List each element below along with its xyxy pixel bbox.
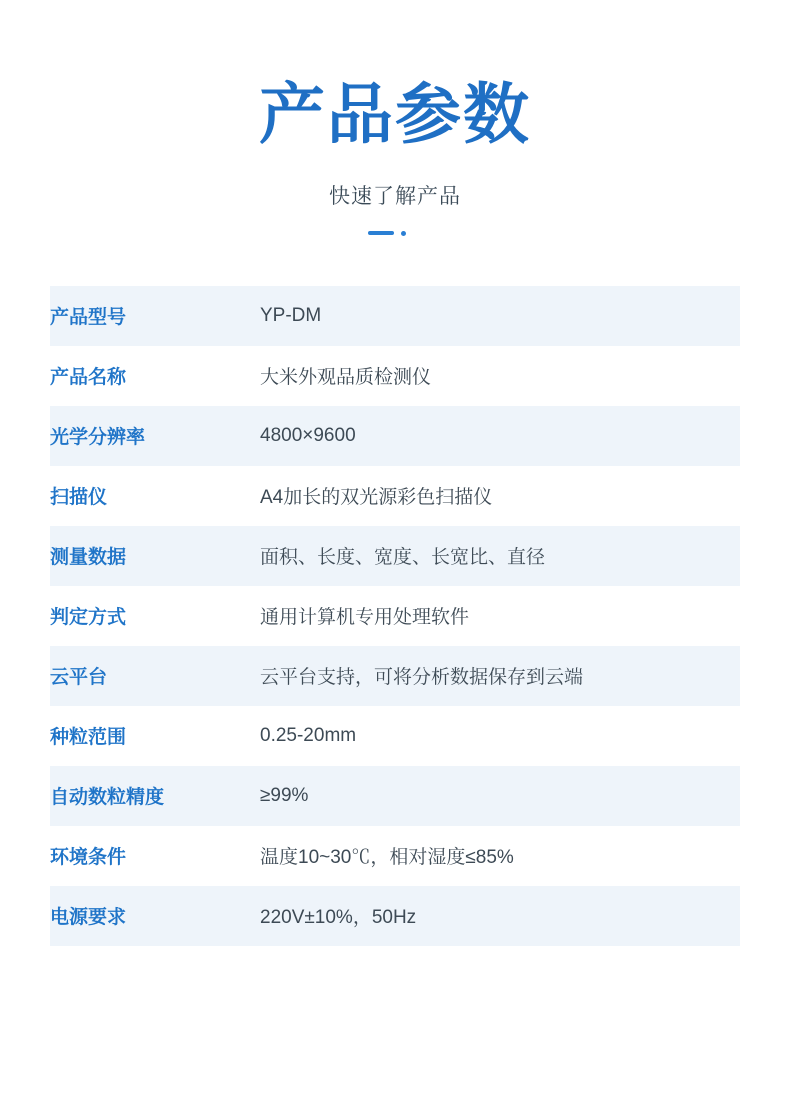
specification-table-body	[50, 286, 740, 946]
table-row	[50, 286, 740, 346]
table-row	[50, 826, 740, 886]
divider-bar	[368, 231, 394, 235]
spec-value: 云平台支持，可将分析数据保存到云端	[260, 667, 584, 689]
spec-value: ≥99%	[260, 784, 309, 806]
spec-label: 自动数粒精度	[50, 787, 165, 809]
divider-ornament	[368, 228, 422, 238]
spec-value: 温度10~30℃，相对湿度≤85%	[260, 847, 514, 869]
spec-label: 产品型号	[50, 307, 127, 329]
spec-label: 环境条件	[50, 847, 127, 869]
table-row	[50, 466, 740, 526]
table-row	[50, 346, 740, 406]
table-row	[50, 766, 740, 826]
spec-value: 220V±10%，50Hz	[260, 907, 417, 929]
table-row	[50, 406, 740, 466]
page-title: 产品参数	[259, 79, 531, 152]
spec-label: 测量数据	[50, 547, 127, 569]
spec-value: 通用计算机专用处理软件	[260, 607, 470, 629]
page-subtitle: 快速了解产品	[329, 184, 461, 208]
spec-value: 面积、长度、宽度、长宽比、直径	[260, 547, 546, 569]
table-row	[50, 886, 740, 946]
spec-value: 大米外观品质检测仪	[260, 367, 432, 389]
spec-label: 产品名称	[50, 367, 127, 389]
spec-label: 扫描仪	[50, 487, 108, 509]
spec-label: 判定方式	[50, 607, 127, 629]
spec-value: A4加长的双光源彩色扫描仪	[260, 487, 493, 509]
table-row	[50, 706, 740, 766]
spec-value: 0.25-20mm	[260, 724, 357, 746]
specification-table	[50, 286, 740, 946]
spec-label: 云平台	[50, 667, 108, 689]
page-header	[0, 0, 790, 238]
divider-dot	[401, 231, 406, 236]
spec-value: 4800×9600	[260, 424, 356, 446]
spec-value: YP-DM	[260, 304, 322, 326]
spec-label: 光学分辨率	[50, 427, 146, 449]
table-row	[50, 646, 740, 706]
spec-label: 电源要求	[50, 907, 127, 929]
table-row	[50, 526, 740, 586]
spec-label: 种粒范围	[50, 727, 127, 749]
table-row	[50, 586, 740, 646]
